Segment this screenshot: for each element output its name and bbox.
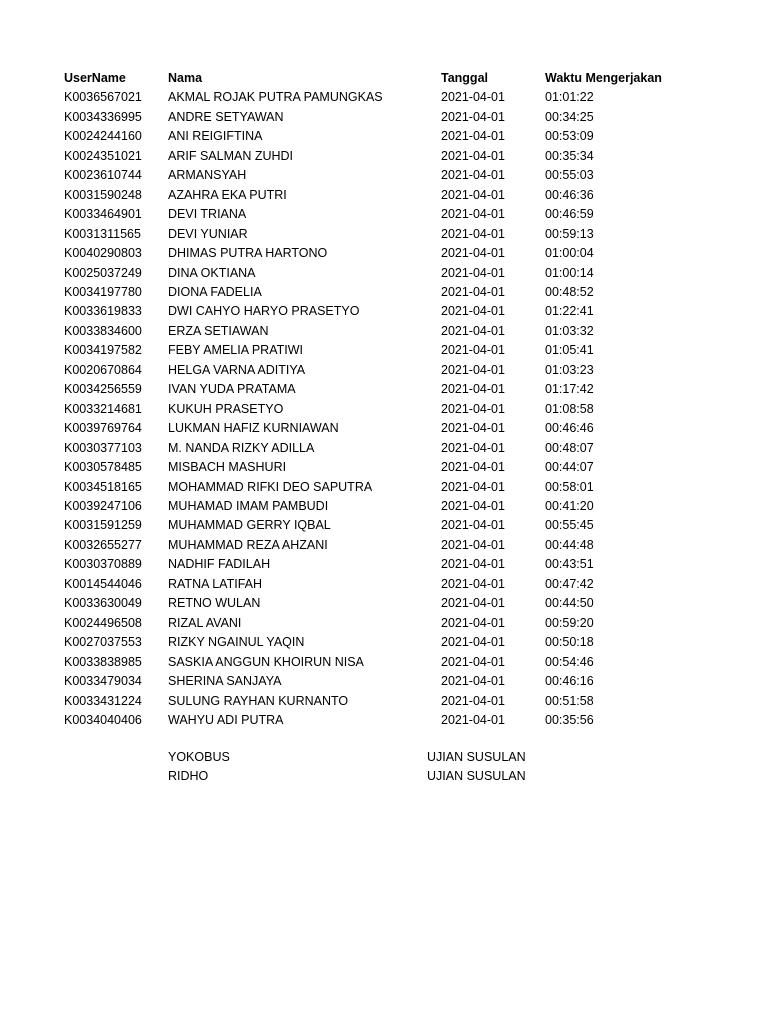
cell-nama: ERZA SETIAWAN [168, 323, 269, 338]
cell-username: K0025037249 [64, 265, 142, 280]
cell-waktu: 00:48:07 [545, 440, 594, 455]
cell-tanggal: 2021-04-01 [441, 537, 505, 552]
cell-username: K0033630049 [64, 596, 142, 611]
cell-username: K0030377103 [64, 440, 142, 455]
cell-username: K0039247106 [64, 498, 142, 513]
cell-nama: SHERINA SANJAYA [168, 674, 282, 689]
cell-waktu: 00:46:59 [545, 207, 594, 222]
cell-tanggal: 2021-04-01 [441, 382, 505, 397]
cell-tanggal: 2021-04-01 [441, 207, 505, 222]
table-row [64, 361, 704, 380]
table-row [64, 614, 704, 633]
cell-waktu: 00:46:36 [545, 187, 594, 202]
table-row [64, 127, 704, 146]
table-row [64, 711, 704, 730]
cell-tanggal: 2021-04-01 [441, 518, 505, 533]
header-row [64, 69, 704, 88]
table-row [64, 205, 704, 224]
cell-waktu: 01:03:23 [545, 362, 594, 377]
cell-waktu: 00:58:01 [545, 479, 594, 494]
cell-waktu: 00:46:16 [545, 674, 594, 689]
cell-waktu: 00:54:46 [545, 654, 594, 669]
notes-section [64, 748, 704, 787]
cell-nama: AKMAL ROJAK PUTRA PAMUNGKAS [168, 90, 383, 105]
cell-tanggal: 2021-04-01 [441, 343, 505, 358]
cell-tanggal: 2021-04-01 [441, 362, 505, 377]
cell-tanggal: 2021-04-01 [441, 187, 505, 202]
cell-waktu: 01:22:41 [545, 304, 594, 319]
cell-username: K0027037553 [64, 635, 142, 650]
table-row [64, 458, 704, 477]
cell-username: K0034197780 [64, 284, 142, 299]
cell-waktu: 00:55:03 [545, 168, 594, 183]
table-row [64, 341, 704, 360]
table-row [64, 575, 704, 594]
cell-username: K0024496508 [64, 615, 142, 630]
table-row [64, 225, 704, 244]
cell-tanggal: 2021-04-01 [441, 576, 505, 591]
cell-waktu: 00:55:45 [545, 518, 594, 533]
cell-waktu: 00:50:18 [545, 635, 594, 650]
cell-tanggal: 2021-04-01 [441, 323, 505, 338]
header-username: UserName [64, 71, 126, 85]
cell-tanggal: 2021-04-01 [441, 479, 505, 494]
cell-waktu: 00:44:07 [545, 460, 594, 475]
cell-nama: MUHAMAD IMAM PAMBUDI [168, 498, 329, 513]
cell-waktu: 00:44:48 [545, 537, 594, 552]
cell-nama: SASKIA ANGGUN KHOIRUN NISA [168, 654, 364, 669]
cell-username: K0031591259 [64, 518, 142, 533]
cell-tanggal: 2021-04-01 [441, 498, 505, 513]
cell-username: K0030578485 [64, 460, 142, 475]
cell-username: K0033834600 [64, 323, 142, 338]
cell-waktu: 01:00:14 [545, 265, 594, 280]
table-row [64, 633, 704, 652]
cell-waktu: 01:17:42 [545, 382, 594, 397]
cell-nama: RIZAL AVANI [168, 615, 242, 630]
cell-tanggal: 2021-04-01 [441, 284, 505, 299]
cell-waktu: 00:41:20 [545, 498, 594, 513]
cell-nama: HELGA VARNA ADITIYA [168, 362, 306, 377]
table-row [64, 516, 704, 535]
cell-username: K0014544046 [64, 576, 142, 591]
table-row [64, 244, 704, 263]
cell-tanggal: 2021-04-01 [441, 460, 505, 475]
cell-tanggal: 2021-04-01 [441, 557, 505, 572]
cell-waktu: 00:35:34 [545, 148, 594, 163]
cell-nama: MISBACH MASHURI [168, 460, 287, 475]
table-row [64, 322, 704, 341]
table-row [64, 108, 704, 127]
cell-username: K0034336995 [64, 109, 142, 124]
header-tanggal: Tanggal [441, 71, 488, 85]
table-body [64, 88, 704, 730]
cell-username: K0039769764 [64, 421, 142, 436]
note-status: UJIAN SUSULAN [427, 750, 526, 764]
cell-username: K0033479034 [64, 674, 142, 689]
table-row [64, 400, 704, 419]
cell-tanggal: 2021-04-01 [441, 129, 505, 144]
table-row [64, 439, 704, 458]
cell-tanggal: 2021-04-01 [441, 693, 505, 708]
cell-nama: RATNA LATIFAH [168, 576, 263, 591]
cell-waktu: 00:53:09 [545, 129, 594, 144]
table-row [64, 186, 704, 205]
table-row [64, 88, 704, 107]
cell-nama: DWI CAHYO HARYO PRASETYO [168, 304, 360, 319]
cell-nama: MUHAMMAD GERRY IQBAL [168, 518, 331, 533]
cell-waktu: 01:00:04 [545, 246, 594, 261]
cell-waktu: 00:46:46 [545, 421, 594, 436]
cell-username: K0033619833 [64, 304, 142, 319]
cell-username: K0033838985 [64, 654, 142, 669]
cell-nama: NADHIF FADILAH [168, 557, 271, 572]
cell-nama: RETNO WULAN [168, 596, 261, 611]
cell-username: K0034518165 [64, 479, 142, 494]
note-name: RIDHO [168, 769, 209, 784]
cell-username: K0023610744 [64, 168, 142, 183]
table-row [64, 536, 704, 555]
table-row [64, 555, 704, 574]
table-row [64, 302, 704, 321]
table-row [64, 283, 704, 302]
cell-waktu: 00:34:25 [545, 109, 594, 124]
cell-tanggal: 2021-04-01 [441, 674, 505, 689]
cell-waktu: 00:59:13 [545, 226, 594, 241]
cell-tanggal: 2021-04-01 [441, 401, 505, 416]
cell-username: K0024351021 [64, 148, 142, 163]
cell-username: K0032655277 [64, 537, 142, 552]
cell-waktu: 00:43:51 [545, 557, 594, 572]
cell-tanggal: 2021-04-01 [441, 226, 505, 241]
cell-nama: ARMANSYAH [168, 168, 247, 183]
cell-tanggal: 2021-04-01 [441, 615, 505, 630]
cell-tanggal: 2021-04-01 [441, 635, 505, 650]
cell-username: K0031590248 [64, 187, 142, 202]
cell-username: K0031311565 [64, 226, 141, 241]
cell-waktu: 00:51:58 [545, 693, 594, 708]
cell-nama: IVAN YUDA PRATAMA [168, 382, 296, 397]
cell-tanggal: 2021-04-01 [441, 109, 505, 124]
table-row [64, 264, 704, 283]
results-table [64, 69, 704, 730]
cell-nama: DHIMAS PUTRA HARTONO [168, 246, 328, 261]
cell-tanggal: 2021-04-01 [441, 90, 505, 105]
cell-nama: DEVI YUNIAR [168, 226, 248, 241]
cell-nama: ANDRE SETYAWAN [168, 109, 284, 124]
cell-nama: FEBY AMELIA PRATIWI [168, 343, 303, 358]
cell-tanggal: 2021-04-01 [441, 440, 505, 455]
note-row [64, 748, 704, 767]
cell-nama: WAHYU ADI PUTRA [168, 712, 284, 727]
cell-username: K0024244160 [64, 129, 142, 144]
cell-nama: LUKMAN HAFIZ KURNIAWAN [168, 421, 339, 436]
cell-username: K0036567021 [64, 90, 142, 105]
table-row [64, 594, 704, 613]
table-row [64, 419, 704, 438]
cell-nama: MUHAMMAD REZA AHZANI [168, 537, 328, 552]
cell-waktu: 00:59:20 [545, 615, 594, 630]
cell-nama: DIONA FADELIA [168, 284, 262, 299]
note-name: YOKOBUS [168, 750, 230, 764]
cell-waktu: 01:05:41 [545, 343, 594, 358]
cell-tanggal: 2021-04-01 [441, 304, 505, 319]
cell-tanggal: 2021-04-01 [441, 421, 505, 436]
cell-tanggal: 2021-04-01 [441, 712, 505, 727]
cell-waktu: 00:48:52 [545, 284, 594, 299]
cell-username: K0033431224 [64, 693, 142, 708]
cell-tanggal: 2021-04-01 [441, 148, 505, 163]
cell-nama: RIZKY NGAINUL YAQIN [168, 635, 305, 650]
table-row [64, 380, 704, 399]
note-status: UJIAN SUSULAN [427, 769, 526, 784]
cell-nama: M. NANDA RIZKY ADILLA [168, 440, 315, 455]
cell-nama: SULUNG RAYHAN KURNANTO [168, 693, 349, 708]
table-row [64, 672, 704, 691]
table-row [64, 478, 704, 497]
cell-tanggal: 2021-04-01 [441, 246, 505, 261]
cell-nama: MOHAMMAD RIFKI DEO SAPUTRA [168, 479, 373, 494]
cell-username: K0034256559 [64, 382, 142, 397]
cell-nama: DINA OKTIANA [168, 265, 256, 280]
cell-nama: DEVI TRIANA [168, 207, 247, 222]
header-nama: Nama [168, 71, 203, 85]
table-row [64, 166, 704, 185]
cell-username: K0033214681 [64, 401, 142, 416]
cell-nama: AZAHRA EKA PUTRI [168, 187, 287, 202]
table-row [64, 653, 704, 672]
cell-username: K0034040406 [64, 712, 142, 727]
header-waktu: Waktu Mengerjakan [545, 71, 662, 85]
cell-username: K0034197582 [64, 343, 142, 358]
cell-tanggal: 2021-04-01 [441, 596, 505, 611]
cell-waktu: 01:01:22 [545, 90, 594, 105]
cell-nama: KUKUH PRASETYO [168, 401, 284, 416]
cell-username: K0040290803 [64, 246, 142, 261]
table-row [64, 147, 704, 166]
table-row [64, 692, 704, 711]
table-row [64, 497, 704, 516]
cell-nama: ANI REIGIFTINA [168, 129, 263, 144]
cell-tanggal: 2021-04-01 [441, 265, 505, 280]
cell-waktu: 00:47:42 [545, 576, 594, 591]
cell-waktu: 00:44:50 [545, 596, 594, 611]
cell-waktu: 01:03:32 [545, 323, 594, 338]
cell-username: K0020670864 [64, 362, 142, 377]
note-row [64, 767, 704, 786]
cell-nama: ARIF SALMAN ZUHDI [168, 148, 294, 163]
cell-waktu: 00:35:56 [545, 712, 594, 727]
cell-username: K0033464901 [64, 207, 142, 222]
cell-username: K0030370889 [64, 557, 142, 572]
cell-tanggal: 2021-04-01 [441, 168, 505, 183]
cell-tanggal: 2021-04-01 [441, 654, 505, 669]
cell-waktu: 01:08:58 [545, 401, 594, 416]
